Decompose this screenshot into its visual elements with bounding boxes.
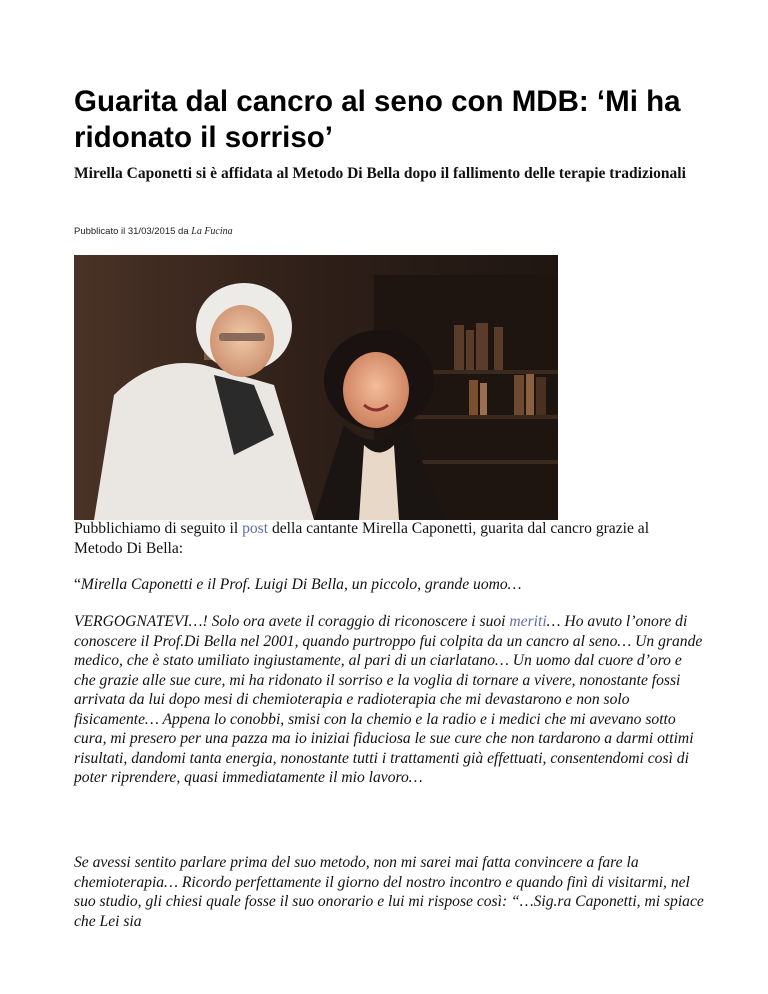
quote-paragraph-2	[74, 612, 704, 788]
quote-heading	[74, 575, 704, 595]
quote-open-mark: “	[74, 576, 81, 593]
quote-paragraph-3: Se avessi sentito parlare prima del suo metodo, non mi sarei mai fatta convincere a fare la chemioterapia… Ricordo perfettamente il giorno del nostro incontro e quando finì di visitarmi, nel suo studio, gli chiesi quale fosse il suo onorario e lui mi rispose così: “…Sig.ra Caponetti, mi spiace che Lei sia	[74, 854, 704, 930]
quote-heading-text: Mirella Caponetti e il Prof. Luigi Di Bella, un piccolo, grande uomo…	[80, 576, 522, 593]
p2-text-after: … Ho avuto l’onore di conoscere il Prof.Di Bella nel 2001, quando purtroppo fui colpita da un cancro al seno… Un grande medico, che è stato umiliato ingiustamente, al pari di un ciarlatano… Un uomo dal cuore d’oro e che grazie alle sue cure, mi ha ridonato il sorriso e la voglia di tornare a vivere, nonostante fossi arrivata da lui dopo mesi di chemioterapia e radioterapia che mi devastarono e non solo fisicamente… Appena lo conobbi, smisi con la chemio e la radio e i medici che mi avevano sotto cura, mi presero per una pazza ma io iniziai fiduciosa le sue cure che non tardarono a darmi ottimi risultati, dandomi tanta energia, nonostante tutti i trattamenti già effettuati, consentendomi così di poter riprendere, quasi immediatamente il mio lavoro…	[74, 613, 703, 786]
intro-paragraph	[74, 519, 694, 558]
photo-illustration	[74, 255, 558, 520]
article-subtitle: Mirella Caponetti si è affidata al Metodo Di Bella dopo il fallimento delle terapie tradizionali	[74, 165, 686, 182]
meriti-link[interactable]: meriti	[509, 613, 547, 630]
intro-text-before: Pubblichiamo di seguito il	[74, 520, 243, 537]
intro-text-after: della cantante Mirella Caponetti, guarita dal cancro grazie al Metodo Di Bella:	[74, 520, 650, 557]
byline-source: La Fucina	[191, 226, 233, 237]
byline	[74, 226, 233, 237]
article-photo	[74, 255, 558, 520]
post-link[interactable]: post	[242, 520, 269, 537]
p2-text-before: VERGOGNATEVI…! Solo ora avete il coraggio di riconoscere i suoi	[74, 613, 510, 630]
byline-date: Pubblicato il 31/03/2015 da	[74, 226, 192, 237]
article-title: Guarita dal cancro al seno con MDB: ‘Mi ha ridonato il sorriso’	[74, 85, 681, 154]
